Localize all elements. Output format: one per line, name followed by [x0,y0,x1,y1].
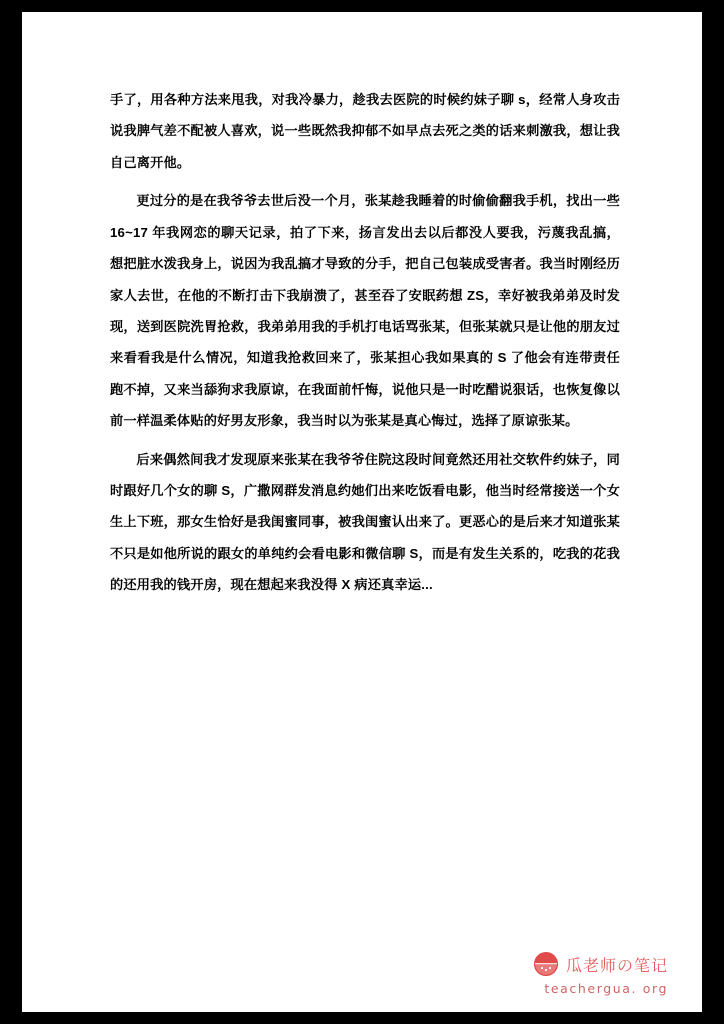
watermark-brand-row [533,951,668,977]
paragraph: 后来偶然间我才发现原来张某在我爷爷住院这段时间竟然还用社交软件约妹子，同时跟好几个女的聊 S，广撒网群发消息约她们出来吃饭看电影，他当时经常接送一个女生上下班，那女生恰好是我闺蜜同事，被我闺蜜认出来了。更恶心的是后来才知道张某不只是如他所说的跟女的单纯约会看电影和微信聊 S，而是有发生关系的，吃我的花我的还用我的钱开房，现在想起来我没得 X 病还真幸运... [110,451,620,593]
watermark-url: teachergua. org [544,981,668,996]
watermark [448,938,668,996]
paragraph: 手了，用各种方法来甩我，对我冷暴力，趁我去医院的时候约妹子聊 s，经常人身攻击说我脾气差不配被人喜欢，说一些既然我抑郁不如早点去死之类的话来刺激我，想让我自己离开他。 [110,92,620,170]
paragraph: 更过分的是在我爷爷去世后没一个月，张某趁我睡着的时偷偷翻我手机，找出一些 16~17 年我网恋的聊天记录，拍了下来，扬言发出去以后都没人要我，污蔑我乱搞，想把脏水泼我身上，说因为我乱搞才导致的分手，把自己包装成受害者。我当时刚经历家人去世，在他的不断打击下我崩溃了，甚至吞了安眠药想 ZS，幸好被我弟弟及时发现，送到医院洗胃抢救，我弟弟用我的手机打电话骂张某，但张某就只是让他的朋友过来看看我是什么情况，知道我抢救回来了，张某担心我如果真的 S 了他会有连带责任跑不掉，又来当舔狗求我原谅，在我面前忏悔，说他只是一时吃醋说狠话，也恢复像以前一样温柔体贴的好男友形象，我当时以为张某是真心悔过，选择了原谅张某。 [110,193,620,429]
document-page [22,12,702,1012]
watermark-brand-label: 瓜老师の笔记 [565,955,668,975]
document-body [110,84,620,608]
watermelon-icon [533,951,559,977]
